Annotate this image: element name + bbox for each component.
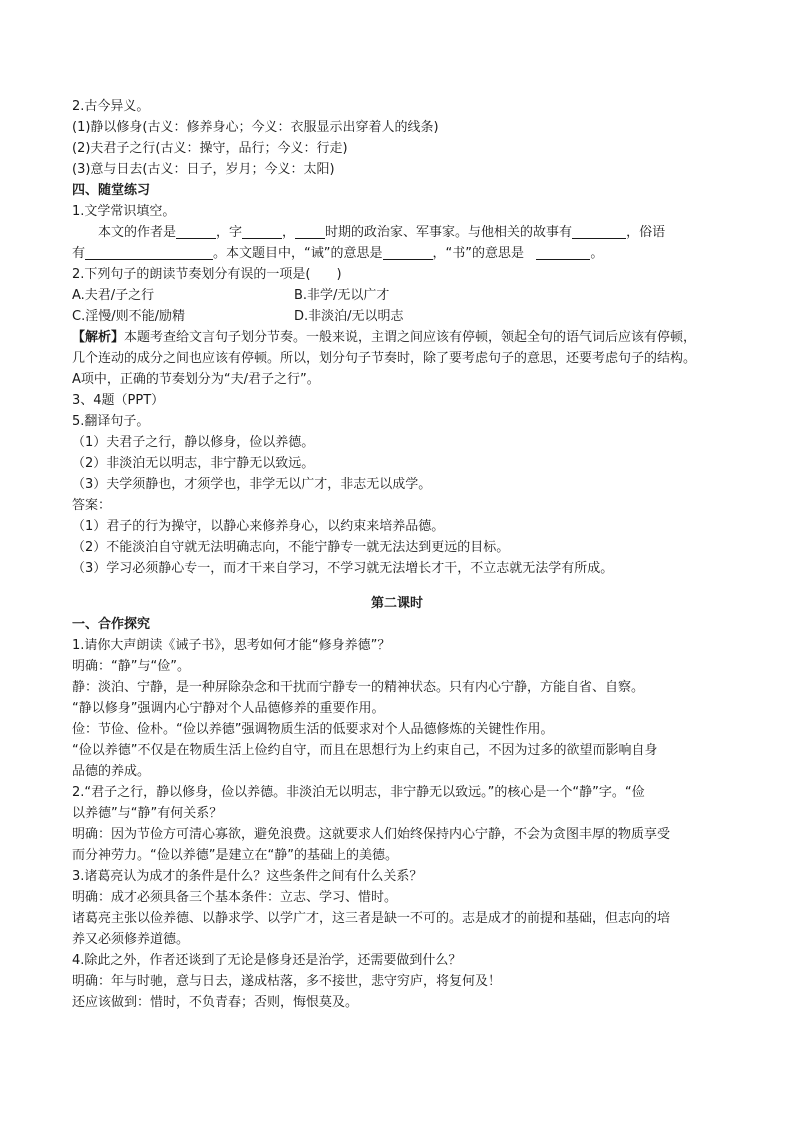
answer-blank[interactable]	[85, 245, 213, 260]
paragraph-line: 品德的养成。	[72, 764, 151, 779]
answer-blank[interactable]	[295, 224, 325, 239]
paragraph-line: 明确：因为节俭方可清心寡欲，避免浪费。这就要求人们始终保持内心宁静，不会为贪图丰厚的物质享受	[72, 827, 671, 842]
question: 1.请你大声朗读《诫子书》，思考如何才能“修身养德”？	[72, 638, 391, 653]
list-item: （1）君子的行为操守，以静心来修养身心，以约束来培养品德。	[72, 519, 445, 534]
list-item: （2）非淡泊无以明志，非宁静无以致远。	[72, 456, 315, 471]
paragraph-line: 而分神劳力。“俭以养德”是建立在“静”的基础上的美德。	[72, 848, 398, 863]
paragraph-line: 俭：节俭、俭朴。“俭以养德”强调物质生活的低要求对个人品德修炼的关键性作用。	[72, 722, 554, 737]
list-item: （2）不能淡泊自守就无法明确志向，不能宁静专一就无法达到更远的目标。	[72, 540, 510, 555]
question: 5.翻译句子。	[72, 414, 150, 429]
question: 2.下列句子的朗读节奏划分有误的一项是( )	[72, 267, 342, 282]
list-item: （3）学习必须静心专一，而才干来自学习，不学习就无法增长才干，不立志就无法学有所成。	[72, 561, 614, 576]
paragraph-line: 养又必须修养道德。	[72, 932, 190, 947]
list-item: （3）夫学须静也，才须学也，非学无以广才，非志无以成学。	[72, 477, 432, 492]
option-d[interactable]: D.非淡泊/无以明志	[294, 309, 404, 324]
fill-blank-line: 有 。本文题目中，“诫”的意思是 ，“书”的意思是 。	[72, 246, 604, 261]
paragraph-line: 明确：成才必须具备三个基本条件：立志、学习、惜时。	[72, 890, 398, 905]
answer-blank[interactable]	[383, 245, 433, 260]
answer-blank[interactable]	[536, 245, 590, 260]
question: 以养德”与“静”有何关系？	[72, 806, 223, 821]
option-a[interactable]: A.夫君/子之行	[72, 288, 155, 303]
fill-blank-line: 本文的作者是 ，字 ， 时期的政治家、军事家。与他相关的故事有 ，俗语	[98, 225, 666, 240]
question: 4.除此之外，作者还谈到了无论是修身还是治学，还需要做到什么？	[72, 953, 462, 968]
section-title: 2.古今异义。	[72, 99, 150, 114]
question: 3.诸葛亮认为成才的条件是什么？这些条件之间有什么关系？	[72, 869, 423, 884]
section-heading: 四、随堂练习	[72, 183, 151, 198]
question: 2.“君子之行，静以修身，俭以养德。非淡泊无以明志，非宁静无以致远。”的核心是一个“静”字。“俭	[72, 785, 645, 800]
question: 1.文学常识填空。	[72, 204, 176, 219]
paragraph-line: 明确：“静”与“俭”。	[72, 659, 190, 674]
lesson-title: 第二课时	[370, 596, 423, 611]
options-row	[72, 285, 722, 306]
answer-blank[interactable]	[242, 224, 282, 239]
paragraph-line: “俭以养德”不仅是在物质生活上俭约自守，而且在思想行为上约束自己，不因为过多的欲望而影响自身	[72, 743, 658, 758]
analysis-line: 【解析】本题考查给文言句子划分节奏。一般来说，主谓之间应该有停顿，领起全句的语气词后应该有停顿，	[72, 330, 697, 345]
analysis-line: A项中，正确的节奏划分为“夫/君子之行”。	[72, 372, 320, 387]
answer-label: 答案：	[72, 498, 112, 513]
question: 3、4题（PPT）	[72, 393, 165, 408]
analysis-tag: 【解析】	[72, 330, 125, 345]
paragraph-line: 明确：年与时驰，意与日去，遂成枯落，多不接世，悲守穷庐，将复何及！	[72, 974, 502, 989]
list-item: (1)静以修身(古义：修养身心；今义：衣服显示出穿着人的线条)	[72, 120, 439, 135]
option-b[interactable]: B.非学/无以广才	[294, 288, 390, 303]
list-item: (3)意与日去(古义：日子，岁月；今义：太阳)	[72, 162, 335, 177]
answer-blank[interactable]	[176, 224, 216, 239]
options-row	[72, 306, 722, 327]
section-heading: 一、合作探究	[72, 617, 151, 632]
answer-blank[interactable]	[572, 224, 626, 239]
paragraph-line: 诸葛亮主张以俭养德、以静求学、以学广才，这三者是缺一不可的。志是成才的前提和基础，但志向的培	[72, 911, 671, 926]
list-item: (2)夫君子之行(古义：操守，品行；今义：行走)	[72, 141, 348, 156]
spacer	[72, 579, 722, 593]
option-c[interactable]: C.淫慢/则不能/励精	[72, 309, 185, 324]
list-item: （1）夫君子之行，静以修身，俭以养德。	[72, 435, 315, 450]
paragraph-line: 还应该做到：惜时，不负青春；否则，悔恨莫及。	[72, 995, 359, 1010]
document-page	[72, 96, 722, 1013]
analysis-line: 几个连动的成分之间也应该有停顿。所以，划分句子节奏时，除了要考虑句子的意思，还要考虑句子的结构。	[72, 351, 697, 366]
paragraph-line: 静：淡泊、宁静，是一种屏除杂念和干扰而宁静专一的精神状态。只有内心宁静，方能自省、自察。	[72, 680, 645, 695]
paragraph-line: “静以修身”强调内心宁静对个人品德修养的重要作用。	[72, 701, 385, 716]
